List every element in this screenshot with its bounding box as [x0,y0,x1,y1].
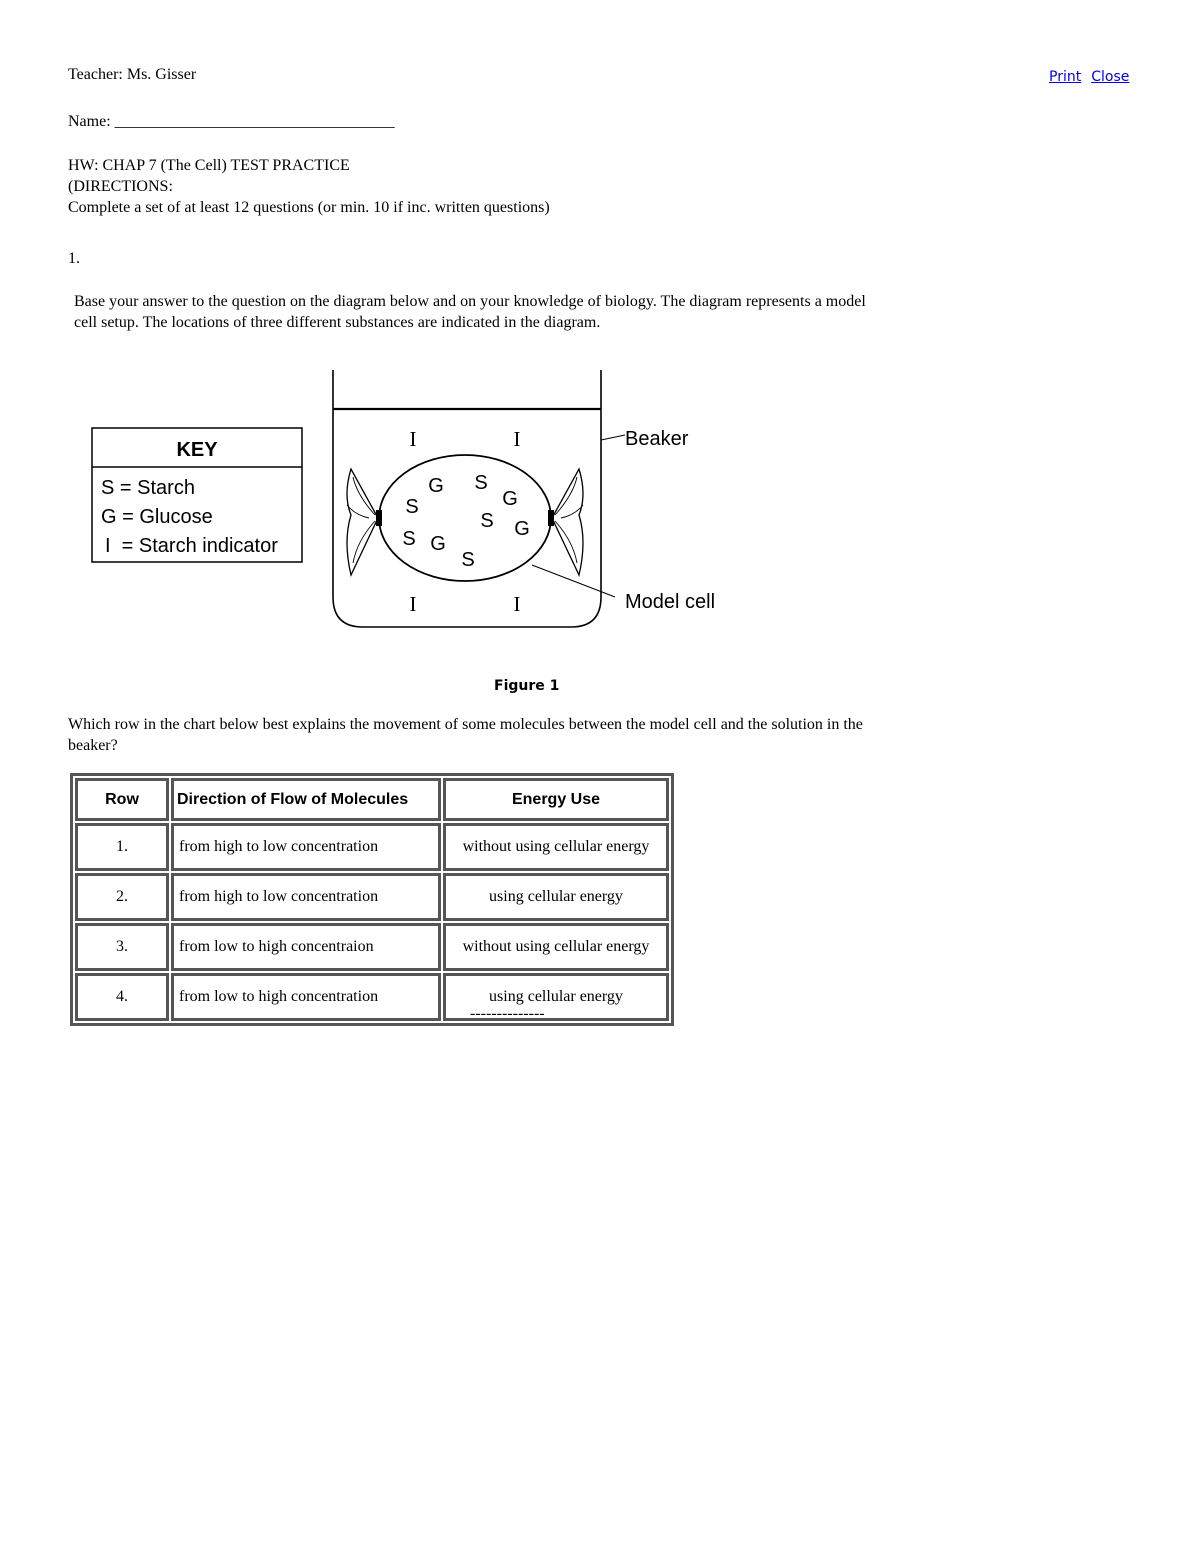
question-intro-line-1: Base your answer to the question on the diagram below and on your knowledge of biology. The diagram represents a model [74,293,866,310]
close-link[interactable]: Close [1091,69,1130,85]
table-row[interactable] [75,823,669,871]
row-number: 2. [75,873,169,921]
key-item-indicator: I = Starch indicator [105,535,278,557]
separator-line: -------------- [470,1005,545,1022]
model-cell-diagram [85,365,735,635]
row-number: 3. [75,923,169,971]
question-intro-line-2: cell setup. The locations of three different substances are indicated in the diagram. [74,314,601,331]
starch-label: S [402,528,416,550]
row-direction: from low to high concentration [171,973,441,1021]
row-energy: without using cellular energy [443,923,669,971]
question-number: 1. [68,250,80,267]
starch-label: S [405,496,419,518]
glucose-label: G [514,518,530,540]
table-row[interactable] [75,923,669,971]
indicator-label: I [409,427,417,451]
question-prompt-line-1: Which row in the chart below best explains the movement of some molecules between the model cell and the solution in the [68,716,863,733]
beaker-label: Beaker [625,428,689,450]
teacher-line: Teacher: Ms. Gisser [68,66,197,83]
question-prompt-line-2: beaker? [68,737,118,754]
figure-caption: Figure 1 [494,678,560,694]
directions-text: Complete a set of at least 12 questions (or min. 10 if inc. written questions) [68,199,550,216]
table-row[interactable] [75,873,669,921]
key-box [92,428,302,562]
indicator-label: I [513,427,521,451]
row-energy: using cellular energy [443,873,669,921]
row-direction: from high to low concentration [171,873,441,921]
row-energy: using cellular energy [443,973,669,1021]
key-item-glucose: G = Glucose [101,506,213,528]
key-item-starch: S = Starch [101,477,195,499]
name-line: Name: ___________________________________ [68,113,395,130]
answer-table [70,773,674,1026]
row-number: 1. [75,823,169,871]
directions-label: (DIRECTIONS: [68,178,173,195]
print-link[interactable]: Print [1049,69,1082,85]
row-direction: from high to low concentration [171,823,441,871]
row-number: 4. [75,973,169,1021]
glucose-label: G [430,533,446,555]
column-header-energy: Energy Use [443,778,669,821]
glucose-label: G [502,488,518,510]
column-header-direction: Direction of Flow of Molecules [171,778,441,821]
starch-label: S [480,510,494,532]
toolbar-links [1049,68,1129,86]
assignment-title: HW: CHAP 7 (The Cell) TEST PRACTICE [68,157,350,174]
indicator-label: I [409,592,417,616]
row-energy: without using cellular energy [443,823,669,871]
column-header-row: Row [75,778,169,821]
table-row[interactable] [75,973,669,1021]
model-cell-label: Model cell [625,591,716,613]
key-title: KEY [176,439,218,461]
glucose-label: G [428,475,444,497]
row-direction: from low to high concentraion [171,923,441,971]
starch-label: S [461,549,475,571]
starch-label: S [474,472,488,494]
indicator-label: I [513,592,521,616]
table-header-row [75,778,669,821]
